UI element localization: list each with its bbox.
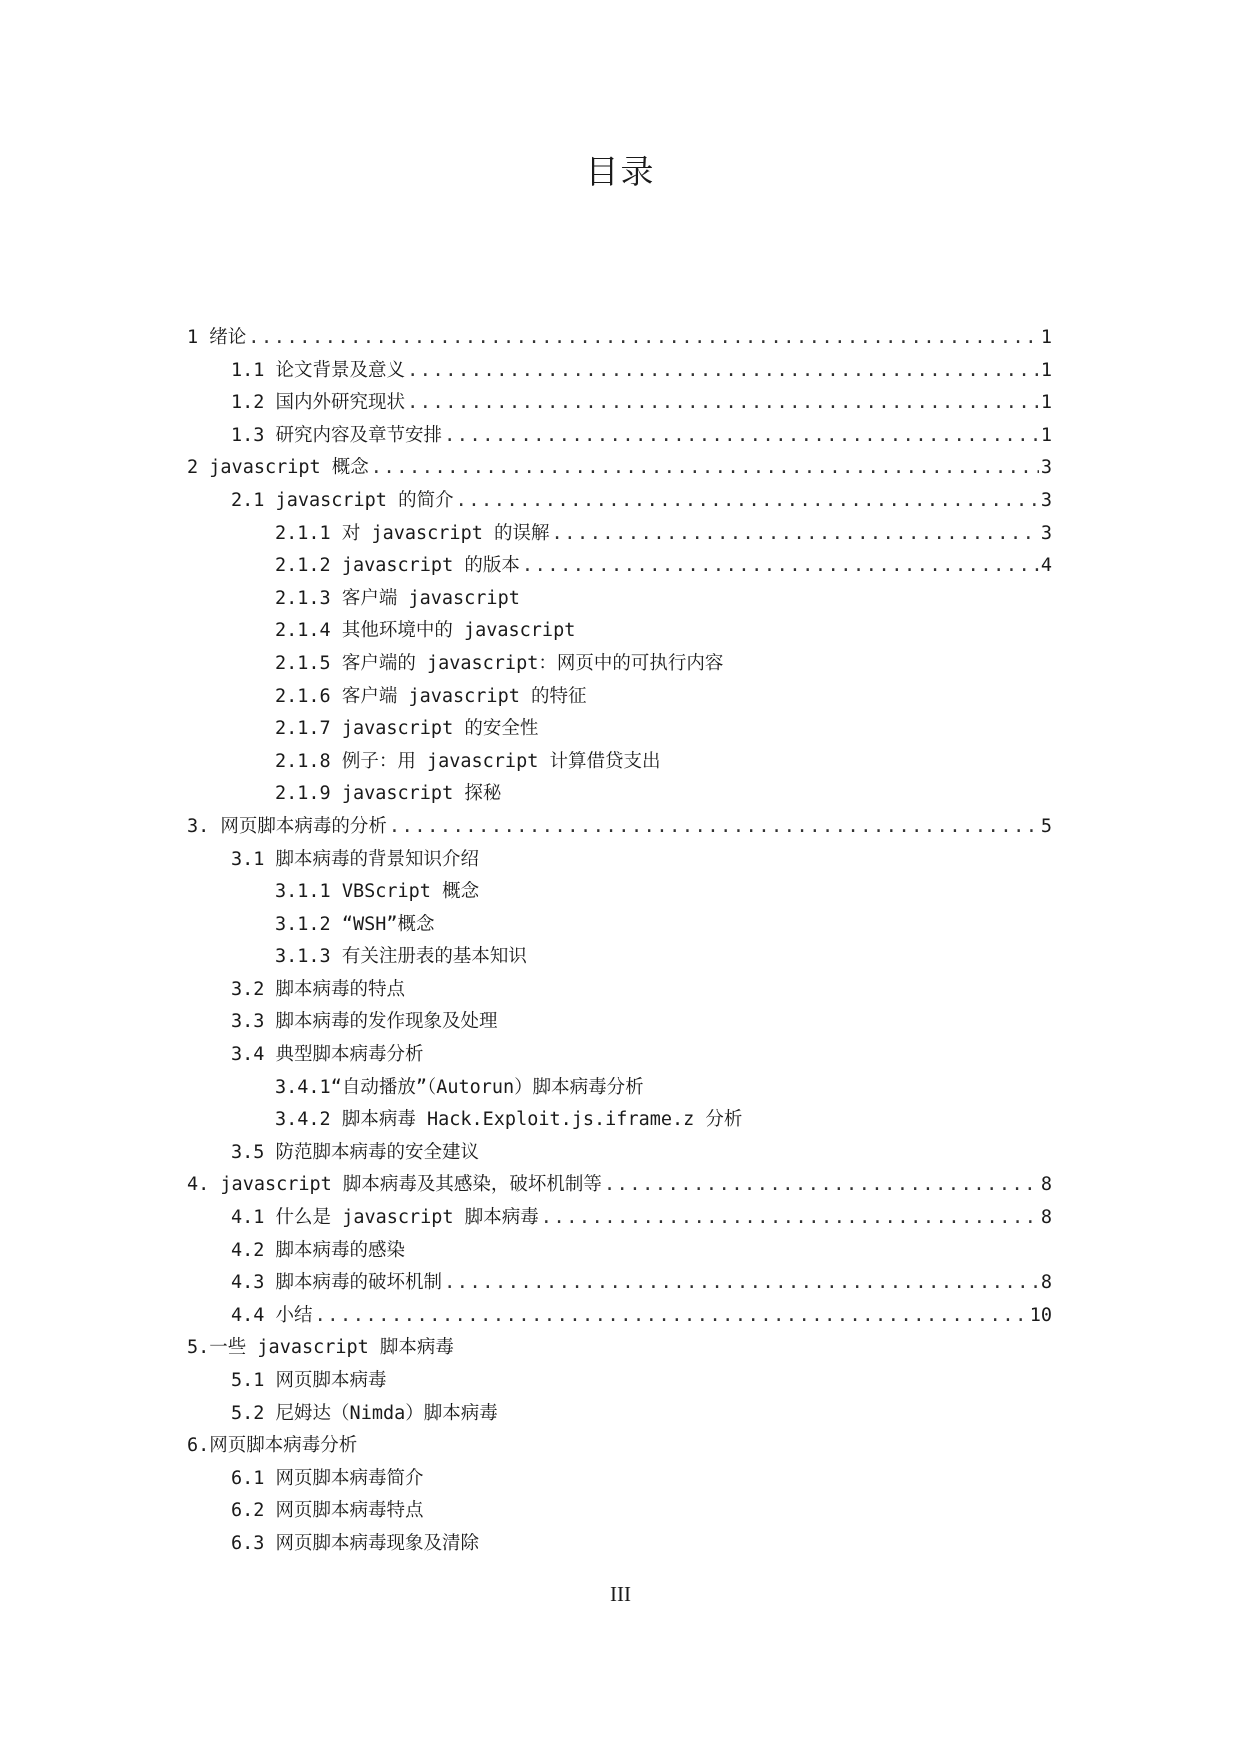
toc-entry-text: 2.1.6 客户端 javascript 的特征: [275, 685, 587, 707]
page-title: 目录: [585, 152, 656, 191]
toc-entry[interactable]: [187, 713, 1052, 746]
toc-entry[interactable]: [187, 1072, 1052, 1105]
toc-entry[interactable]: [187, 1495, 1052, 1528]
toc-entry-text: 3.4 典型脚本病毒分析: [231, 1044, 424, 1066]
toc-entry[interactable]: [187, 1430, 1052, 1463]
toc-entry-text: 3.1.2 “WSH”概念: [275, 913, 435, 935]
toc-entry[interactable]: [187, 778, 1052, 811]
toc-entry-text: 3.2 脚本病毒的特点: [231, 978, 406, 1000]
toc-entry[interactable]: [187, 1137, 1052, 1170]
toc-entry[interactable]: [187, 1039, 1052, 1072]
toc-dot-leader: [444, 1267, 1039, 1300]
toc-dot-leader: [541, 1202, 1039, 1235]
toc-entry[interactable]: [187, 550, 1052, 583]
toc-dot-leader: [315, 1300, 1028, 1333]
toc-entry[interactable]: [187, 452, 1052, 485]
toc-entry-text: 2.1 javascript 的简介: [231, 489, 454, 511]
toc-entry[interactable]: [187, 1300, 1052, 1333]
toc-entry-text: 3.5 防范脚本病毒的安全建议: [231, 1141, 480, 1163]
toc-dot-leader: [444, 420, 1039, 453]
toc-entry-text: 2.1.5 客户端的 javascript：网页中的可执行内容: [275, 652, 724, 674]
toc-entry[interactable]: [187, 615, 1052, 648]
toc-page-number: 3: [1040, 522, 1052, 544]
toc-entry-text: 3.4.2 脚本病毒 Hack.Exploit.js.iframe.z 分析: [275, 1109, 743, 1131]
toc-entry[interactable]: [187, 1365, 1052, 1398]
toc-dot-leader: [248, 322, 1039, 355]
toc-entry-text: 4.1 什么是 javascript 脚本病毒: [231, 1207, 539, 1229]
toc-entry-text: 4. javascript 脚本病毒及其感染，破坏机制等: [187, 1174, 602, 1196]
toc-entry-text: 1.2 国内外研究现状: [231, 392, 406, 414]
toc-entry-text: 2.1.7 javascript 的安全性: [275, 718, 539, 740]
toc-entry[interactable]: [187, 1267, 1052, 1300]
toc-entry[interactable]: [187, 876, 1052, 909]
toc-entry[interactable]: [187, 322, 1052, 355]
toc-entry-text: 2.1.4 其他环境中的 javascript: [275, 620, 576, 642]
toc-entry[interactable]: [187, 844, 1052, 877]
toc-entry[interactable]: [187, 1235, 1052, 1268]
toc-page-number: 5: [1040, 815, 1052, 837]
toc-dot-leader: [389, 811, 1039, 844]
toc-entry-text: 2.1.2 javascript 的版本: [275, 555, 520, 577]
toc-entry[interactable]: [187, 1202, 1052, 1235]
toc-page-number: 1: [1040, 327, 1052, 348]
toc-dot-leader: [551, 518, 1038, 551]
toc-entry-text: 6.1 网页脚本病毒简介: [231, 1467, 424, 1489]
toc-entry[interactable]: [187, 1006, 1052, 1039]
toc-entry-text: 3. 网页脚本病毒的分析: [187, 815, 387, 837]
toc-entry-text: 3.3 脚本病毒的发作现象及处理: [231, 1011, 498, 1033]
toc-entry[interactable]: [187, 746, 1052, 779]
toc-entry[interactable]: [187, 1104, 1052, 1137]
toc-entry[interactable]: [187, 974, 1052, 1007]
toc-entry-text: 4.3 脚本病毒的破坏机制: [231, 1272, 443, 1294]
toc-dot-leader: [407, 355, 1039, 388]
toc-page-number: 1: [1040, 392, 1052, 414]
toc-entry[interactable]: [187, 1398, 1052, 1431]
toc-entry-text: 6.网页脚本病毒分析: [187, 1435, 358, 1457]
toc-entry-text: 1.3 研究内容及章节安排: [231, 424, 443, 446]
toc-page-number: 1: [1040, 424, 1052, 446]
toc-dot-leader: [407, 387, 1039, 420]
toc-entry[interactable]: [187, 941, 1052, 974]
toc-entry[interactable]: [187, 811, 1052, 844]
toc-entry-text: 5.2 尼姆达（Nimda）脚本病毒: [231, 1402, 498, 1424]
toc-entry-text: 2.1.1 对 javascript 的误解: [275, 522, 550, 544]
toc-entry-text: 1 绪论: [187, 327, 247, 348]
toc-entry[interactable]: [187, 355, 1052, 388]
toc-entry-text: 3.4.1“自动播放”（Autorun）脚本病毒分析: [275, 1076, 644, 1098]
toc-entry[interactable]: [187, 681, 1052, 714]
toc-entry-text: 3.1.1 VBScript 概念: [275, 881, 480, 903]
toc-entry[interactable]: [187, 648, 1052, 681]
toc-page-number: 8: [1040, 1207, 1052, 1229]
toc-entry[interactable]: [187, 420, 1052, 453]
toc-dot-leader: [456, 485, 1039, 518]
toc-entry-text: 6.3 网页脚本病毒现象及清除: [231, 1532, 480, 1554]
toc-entry-text: 6.2 网页脚本病毒特点: [231, 1500, 424, 1522]
toc-entry[interactable]: [187, 909, 1052, 942]
toc-entry-text: 2.1.3 客户端 javascript: [275, 587, 520, 609]
toc-page-number: 8: [1040, 1174, 1052, 1196]
toc-entry-text: 3.1 脚本病毒的背景知识介绍: [231, 848, 480, 870]
toc-dot-leader: [371, 452, 1039, 485]
toc-entry[interactable]: [187, 1463, 1052, 1496]
toc-entry[interactable]: [187, 1169, 1052, 1202]
table-of-contents: [187, 322, 1052, 1561]
toc-entry-text: 2 javascript 概念: [187, 457, 369, 479]
toc-page-number: 4: [1040, 555, 1052, 577]
toc-page-number: 3: [1040, 489, 1052, 511]
toc-entry-text: 3.1.3 有关注册表的基本知识: [275, 946, 527, 968]
page-number-footer: III: [610, 1582, 631, 1606]
toc-entry-text: 4.4 小结: [231, 1304, 313, 1326]
toc-entry-text: 1.1 论文背景及意义: [231, 359, 406, 381]
toc-page-number: 8: [1040, 1272, 1052, 1294]
toc-entry-text: 5.一些 javascript 脚本病毒: [187, 1337, 454, 1359]
toc-entry-text: 4.2 脚本病毒的感染: [231, 1239, 406, 1261]
toc-page-number: 3: [1040, 457, 1052, 479]
toc-page-number: 10: [1029, 1304, 1052, 1326]
toc-entry[interactable]: [187, 583, 1052, 616]
toc-dot-leader: [522, 550, 1039, 583]
toc-entry-text: 2.1.8 例子：用 javascript 计算借贷支出: [275, 750, 661, 772]
toc-entry[interactable]: [187, 387, 1052, 420]
toc-page-number: 1: [1040, 359, 1052, 381]
toc-entry[interactable]: [187, 1332, 1052, 1365]
toc-entry[interactable]: [187, 1528, 1052, 1561]
toc-entry[interactable]: [187, 485, 1052, 518]
toc-entry-text: 5.1 网页脚本病毒: [231, 1370, 387, 1391]
toc-dot-leader: [604, 1169, 1039, 1202]
toc-entry[interactable]: [187, 518, 1052, 551]
toc-entry-text: 2.1.9 javascript 探秘: [275, 783, 502, 805]
